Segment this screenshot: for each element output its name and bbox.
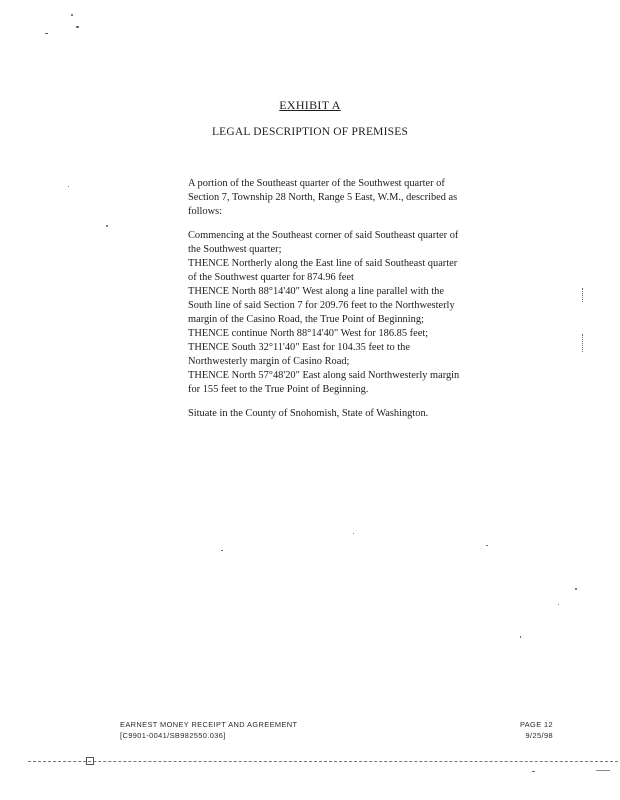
- scan-speck: [486, 545, 488, 546]
- footer-file-reference: [C9901-0041/SB982550.036]: [120, 731, 226, 740]
- scan-speck: [68, 186, 69, 187]
- scan-speck: [76, 26, 79, 28]
- text-line: follows:: [188, 206, 223, 217]
- text-line: Northwesterly margin of Casino Road;: [188, 356, 350, 367]
- footer-document-info: [120, 719, 297, 741]
- text-line: A portion of the Southeast quarter of the Southwest quarter of: [188, 178, 445, 189]
- scan-speck: [596, 770, 610, 771]
- situate-paragraph: [188, 407, 518, 421]
- text-line: Section 7, Township 28 North, Range 5 East, W.M., described as: [188, 192, 458, 203]
- legal-description-body: [188, 177, 518, 431]
- exhibit-subtitle: LEGAL DESCRIPTION OF PREMISES: [211, 126, 409, 138]
- scan-artifact-rule: [28, 761, 618, 762]
- text-line: Commencing at the Southeast corner of said Southeast quarter of: [188, 230, 459, 241]
- text-line: of the Southwest quarter for 874.96 feet: [188, 272, 354, 283]
- scan-speck: [86, 757, 94, 765]
- scan-speck: [71, 14, 73, 16]
- scan-speck: [221, 550, 223, 551]
- footer-page-number: PAGE 12: [519, 720, 553, 729]
- scan-speck: [45, 33, 48, 34]
- text-line: THENCE continue North 88°14'40" West for 186.85 feet;: [188, 328, 429, 339]
- text-line: THENCE Northerly along the East line of said Southeast quarter: [188, 258, 458, 269]
- text-line: margin of the Casino Road, the True Point of Beginning;: [188, 314, 424, 325]
- scan-speck: [558, 604, 559, 605]
- text-line: South line of said Section 7 for 209.76 feet to the Northwesterly: [188, 300, 455, 311]
- metes-and-bounds-paragraph: [188, 229, 518, 397]
- text-line: THENCE South 32°11'40" East for 104.35 feet to the: [188, 342, 410, 353]
- intro-paragraph: [188, 177, 518, 219]
- scan-speck: [575, 588, 577, 590]
- scan-artifact-dots: [582, 288, 584, 302]
- text-line: the Southwest quarter;: [188, 244, 282, 255]
- text-line: for 155 feet to the True Point of Beginning.: [188, 384, 369, 395]
- footer-date: 9/25/98: [525, 731, 553, 740]
- scan-speck: [106, 225, 108, 227]
- exhibit-title: EXHIBIT A: [279, 98, 341, 112]
- scan-artifact-dots: [582, 334, 584, 352]
- scan-speck: [532, 771, 535, 772]
- footer-page-info: [520, 719, 553, 741]
- text-line: THENCE North 57°48'20" East along said Northwesterly margin: [188, 370, 460, 381]
- scan-speck: [353, 533, 354, 534]
- text-line: THENCE North 88°14'40" West along a line parallel with the: [188, 286, 444, 297]
- scan-speck: [520, 636, 521, 638]
- footer-agreement-title: EARNEST MONEY RECEIPT AND AGREEMENT: [120, 720, 298, 729]
- text-line: Situate in the County of Snohomish, State of Washington.: [188, 408, 429, 419]
